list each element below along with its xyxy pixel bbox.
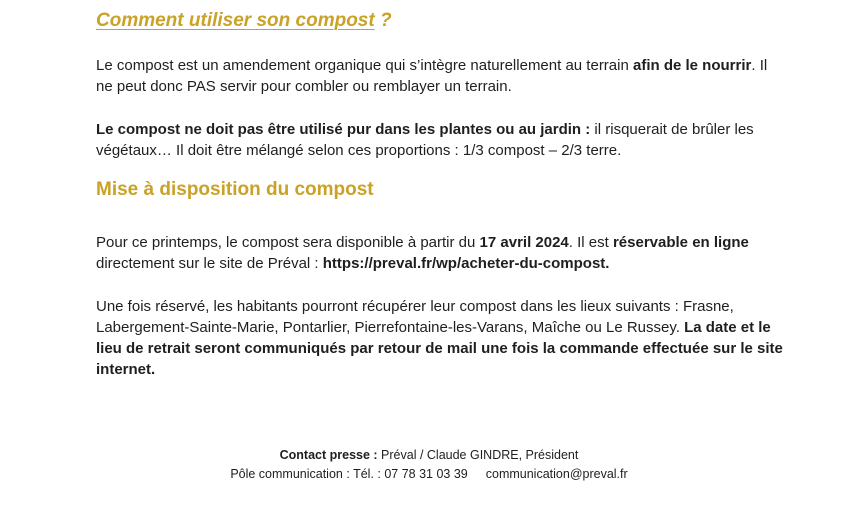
text-run: directement sur le site de Préval : — [96, 255, 323, 272]
contact-label: Contact presse : — [279, 448, 378, 462]
section-heading-usage-text: Comment utiliser son compost — [96, 10, 375, 31]
text-run: Pour ce printemps, le compost sera disponible à partir du — [96, 234, 480, 251]
footer-contact — [0, 446, 858, 484]
paragraph-pickup — [96, 296, 786, 380]
section-heading-usage — [96, 10, 392, 32]
url-link[interactable]: https://preval.fr/wp/acheter-du-compost. — [322, 255, 610, 272]
text-run: . Il est — [568, 234, 613, 251]
bold-run: afin de le nourrir — [633, 57, 752, 74]
bold-run: La date et le lieu de retrait seront communiqués par retour de mail une fois la commande effectuée sur le site internet. — [96, 319, 783, 378]
pole-label: Pôle communication : — [230, 467, 350, 481]
date-bold: 17 avril 2024 — [479, 234, 569, 251]
text-run: Une fois réservé, les habitants pourront récupérer leur compost dans les lieux suivants : Frasne, Labergement-Sainte-Marie, Pontarlier, Pierrefontaine-les-Varans, Maîche ou Le Russey. — [96, 298, 734, 336]
section-heading-availability: Mise à disposition du compost — [96, 179, 374, 200]
footer-line-pole — [0, 465, 858, 484]
paragraph-availability — [96, 232, 786, 274]
footer-line-press — [0, 446, 858, 465]
bold-run: Le compost ne doit pas être utilisé pur dans les plantes ou au jardin : — [96, 121, 591, 138]
text-run: Le compost est un amendement organique qui s’intègre naturellement au terrain — [96, 57, 633, 74]
contact-value: Préval / Claude GINDRE, Président — [377, 448, 579, 462]
section-heading-usage-suffix: ? — [374, 10, 392, 31]
text-run: il risquerait de brûler les végétaux… Il doit être mélangé selon ces proportions : 1/3 compost – 2/3 terre. — [96, 121, 754, 159]
email-link[interactable]: communication@preval.fr — [485, 467, 628, 481]
bold-run: réservable en ligne — [612, 234, 749, 251]
pole-value: Tél. : 07 78 31 03 39 — [349, 467, 468, 481]
paragraph-amendement — [96, 55, 786, 97]
paragraph-warning — [96, 119, 786, 161]
text-run: . Il ne peut donc PAS servir pour combler ou remblayer un terrain. — [96, 57, 768, 95]
